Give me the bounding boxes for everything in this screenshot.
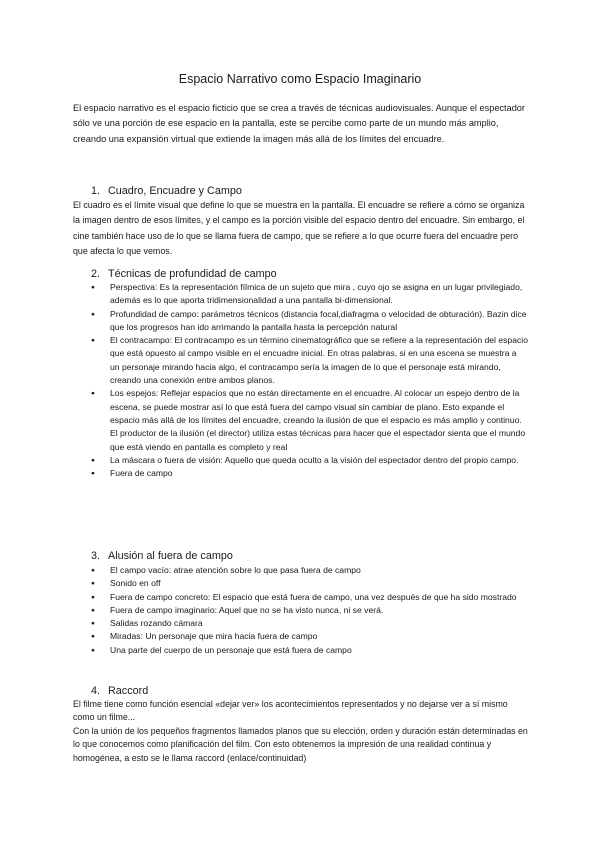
section-3-list [91,564,528,657]
section-4-heading [91,685,148,697]
list-item: ● El campo vacío: atrae atención sobre lo que pasa fuera de campo [91,564,528,577]
list-item: ● Fuera de campo [91,467,528,480]
section-1-title: Cuadro, Encuadre y Campo [108,185,242,197]
list-item: ● El contracampo: El contracampo es un término cinematográfico que se refiere a la representación del espacio que está opuesto al campo visible en el encuadre inicial. En otras palabras, si en una escena se muestra a un personaje mirando hacia algo, el contracampo sería la imagen de lo que el personaje está mirando, creando una conexión entre ambos planos. [91,334,528,387]
section-3-title: Alusión al fuera de campo [108,550,233,562]
section-2-number: 2. [91,268,101,280]
section-4-title: Raccord [108,685,149,697]
section-1-heading [91,185,242,197]
list-item: ● Los espejos: Reflejar espacios que no están directamente en el encuadre. Al colocar un espejo dentro de la escena, se puede mostrar así lo que está fuera del campo visual sin cambiar de plano. Esto expande el espacio más allá de los límites del encuadre, creando la ilusión de que el espacio es más amplio y continuo. El productor de la ilusión (el director) utiliza estas técnicas para hacer que el espectador sienta que el mundo que está viendo en pantalla es completo y real [91,387,528,453]
section-4-paragraph-2: Con la unión de los pequeños fragmentos llamados planos que su elección, orden y duración están determinadas en lo que conocemos como planificación del film. Con esto obtenemos la impresión de una realidad continua y homogénea, a esto se le llama raccord (enlace/continuidad) [73,726,528,763]
intro-paragraph: El espacio narrativo es el espacio ficticio que se crea a través de técnicas audiovisuales. Aunque el espectador sólo ve una porción de ese espacio en la pantalla, este se percibe como parte de un mundo más amplio, creando una expansión virtual que extiende la imagen más allá de los límites del encuadre. [73,103,525,144]
section-3-heading [91,550,233,562]
list-item: ● Sonido en off [91,577,528,590]
list-item: ● La máscara o fuera de visión: Aquello que queda oculto a la visión del espectador dentro del propio campo. [91,454,528,467]
section-2-list [91,281,528,480]
section-4-number: 4. [91,685,101,697]
list-item: ● Miradas: Un personaje que mira hacia fuera de campo [91,630,528,643]
list-item: ● Perspectiva: Es la representación fílmica de un sujeto que mira , cuyo ojo se asigna en un lugar privilegiado, además es lo que aporta tridimensionalidad a una pantalla bi-dimensional. [91,281,528,308]
section-2-title: Técnicas de profundidad de campo [108,268,277,280]
list-item: ● Fuera de campo concreto: El espacio que está fuera de campo, una vez después de que ha sido mostrado [91,591,528,604]
list-item: ● Salidas rozando cámara [91,617,528,630]
section-3-number: 3. [91,550,101,562]
list-item: ● Fuera de campo imaginario: Aquel que no se ha visto nunca, ni se verá. [91,604,528,617]
document-title: Espacio Narrativo como Espacio Imaginario [178,72,422,86]
section-1-number: 1. [91,185,101,197]
list-item: ● Profundidad de campo: parámetros técnicos (distancia focal,diafragma o velocidad de obturación). Bazin dice que los progresos han ido arrimando la pantalla hasta la percepción natural [91,308,528,335]
list-item: ● Una parte del cuerpo de un personaje que está fuera de campo [91,644,528,657]
section-4-paragraph-1: El filme tiene como función esencial «dejar ver» los acontecimientos representados y no dejarse ver a sí mismo como un filme... [73,699,508,723]
section-2-heading [91,268,277,280]
section-1-paragraph: El cuadro es el límite visual que define lo que se muestra en la pantalla. El encuadre se refiere a cómo se organiza la imagen dentro de esos límites, y el campo es la porción visible del espacio dentro del encuadre. Sin embargo, el cine también hace uso de lo que se llama fuera de campo, que se refiere a lo que ocurre fuera del encuadre pero que afecta lo que vemos. [73,200,525,257]
